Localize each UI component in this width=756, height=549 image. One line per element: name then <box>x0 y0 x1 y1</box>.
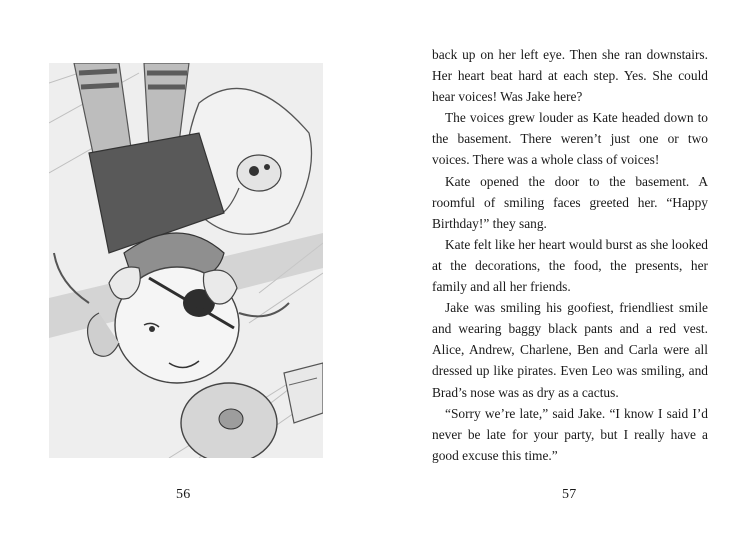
paragraph: The voices grew louder as Kate headed down to the basement. There weren’t just one or two voices. There was a whole class of voices! <box>432 110 708 168</box>
paragraph: Jake was smiling his goofiest, friendliest smile and wearing baggy black pants and a red vest. Alice, Andrew, Charlene, Ben and Carla were all dressed up like pirates. Even Leo was smiling, and Brad’s nose was as dry as a cactus. <box>432 300 708 400</box>
paragraph: “Sorry we’re late,” said Jake. “I know I said I’d never be late for your party, but I really have a good excuse this time.” <box>432 405 708 463</box>
page-number-left: 56 <box>176 487 191 502</box>
paragraph: back up on her left eye. Then she ran downstairs. Her heart beat hard at each step. Yes. She could hear voices! Was Jake here? <box>432 47 708 105</box>
pencil-sketch-icon <box>49 63 323 458</box>
page-number-right: 57 <box>562 487 577 502</box>
girl-pirate-sketch-illustration <box>49 63 323 458</box>
paragraph: Kate opened the door to the basement. A roomful of smiling faces greeted her. “Happy Birthday!” they sang. <box>432 173 708 231</box>
paragraph: Kate felt like her heart would burst as she looked at the decorations, the food, the presents, her family and all her friends. <box>432 236 708 295</box>
story-text <box>432 44 708 466</box>
right-page <box>378 0 756 549</box>
